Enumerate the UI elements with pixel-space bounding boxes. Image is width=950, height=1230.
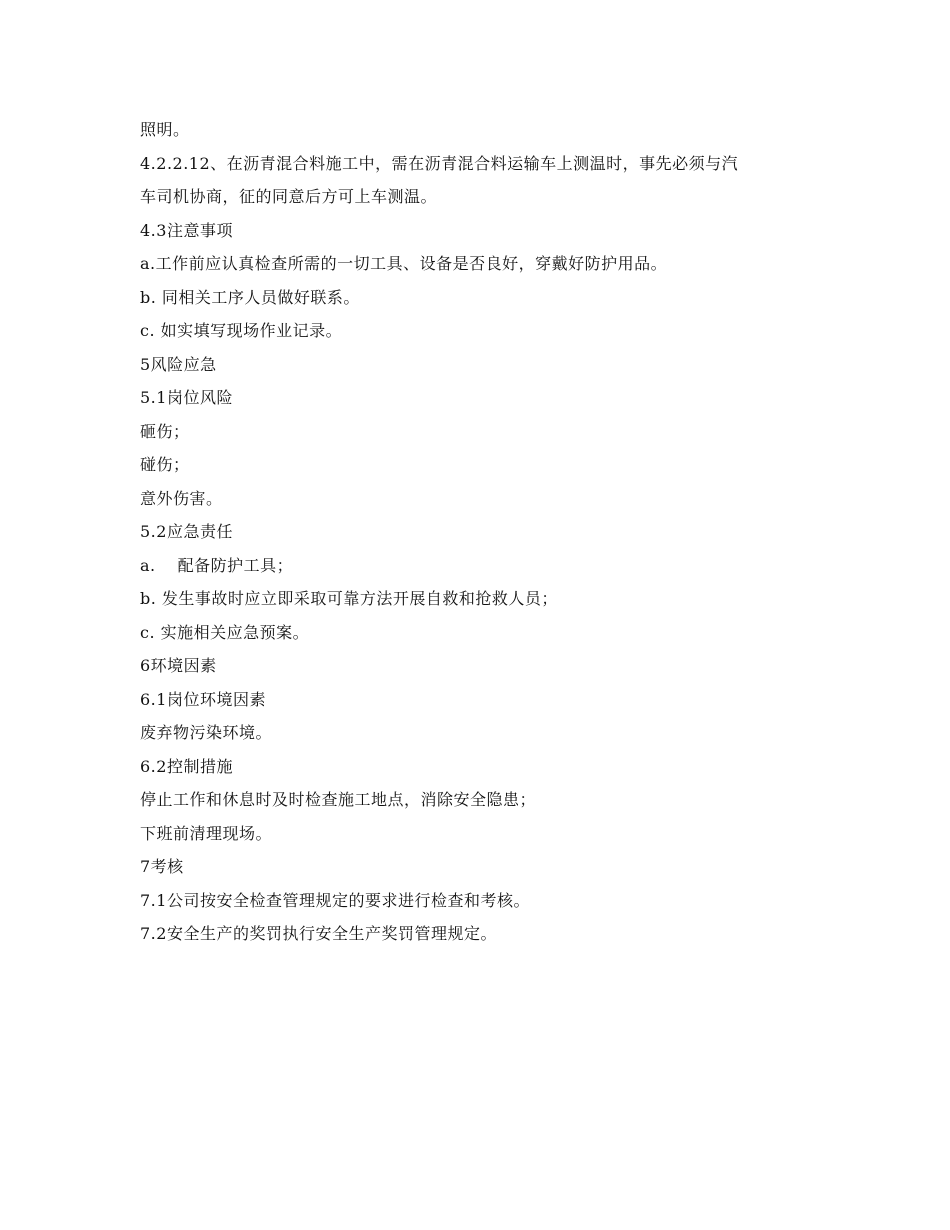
section-heading: 6.2控制措施 <box>140 756 233 776</box>
text-line: 碰伤； <box>140 455 190 474</box>
text-line: 7.1公司按安全检查管理规定的要求进行检查和考核。 <box>140 890 530 910</box>
text-line: 下班前清理现场。 <box>140 823 273 843</box>
text-line: 废弃物污染环境。 <box>140 723 273 742</box>
text-line: 意外伤害。 <box>140 488 223 508</box>
list-marker: a. <box>140 555 156 575</box>
list-item: b. 同相关工序人员做好联系。 <box>140 287 360 307</box>
list-item <box>140 552 830 586</box>
text-line: 停止工作和休息时及时检查施工地点，消除安全隐患； <box>140 790 537 809</box>
section-heading: 6.1岗位环境因素 <box>140 689 266 709</box>
text-line: 7.2安全生产的奖罚执行安全生产奖罚管理规定。 <box>140 924 497 943</box>
text-line: 4.2.2.12、在沥青混合料施工中，需在沥青混合料运输车上测温时，事先必须与汽 <box>140 153 739 173</box>
text-line: 砸伤； <box>140 421 190 441</box>
list-item: c. 如实填写现场作业记录。 <box>140 321 343 340</box>
list-item: a.工作前应认真检查所需的一切工具、设备是否良好，穿戴好防护用品。 <box>140 254 668 273</box>
list-item: b. 发生事故时应立即采取可靠方法开展自救和抢救人员； <box>140 589 558 608</box>
section-heading: 5风险应急 <box>140 354 217 374</box>
section-heading: 7考核 <box>140 857 184 876</box>
section-heading: 5.1岗位风险 <box>140 388 233 407</box>
document-body <box>140 116 830 954</box>
text-line: 照明。 <box>140 120 190 139</box>
text-line: 车司机协商，征的同意后方可上车测温。 <box>140 187 438 206</box>
list-item-text: 配备防护工具； <box>177 555 294 575</box>
list-item: c. 实施相关应急预案。 <box>140 622 310 642</box>
section-heading: 6环境因素 <box>140 656 217 675</box>
section-heading: 5.2应急责任 <box>140 522 233 541</box>
section-heading: 4.3注意事项 <box>140 220 233 240</box>
